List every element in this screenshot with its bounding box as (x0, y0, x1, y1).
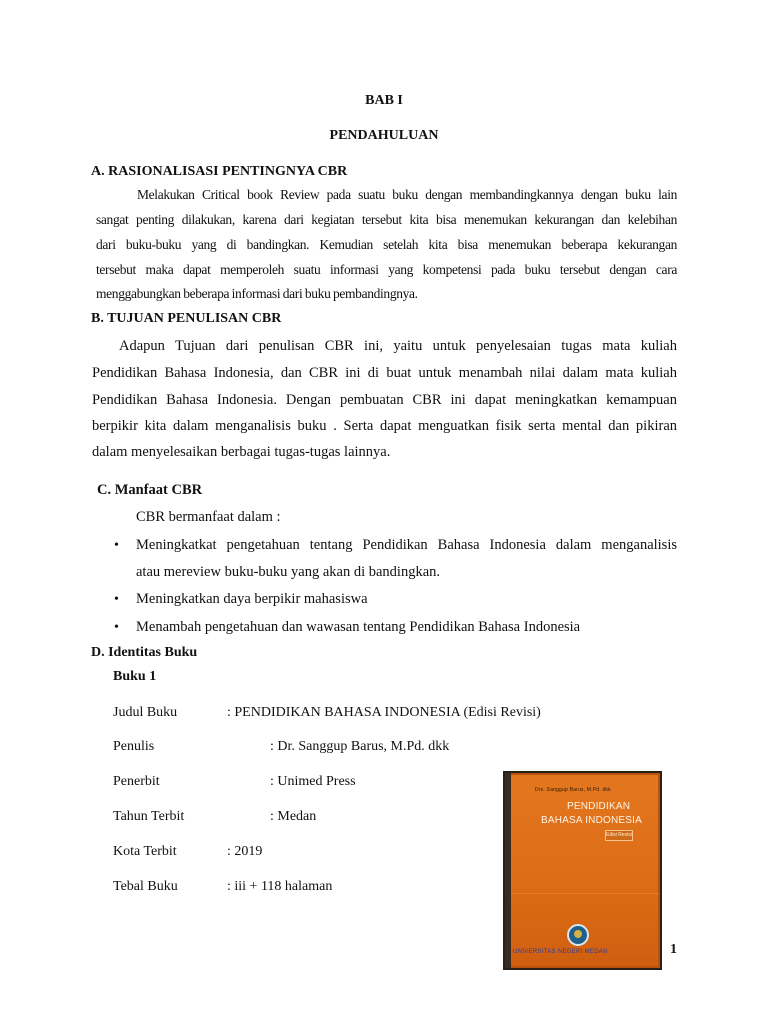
field-label-penulis: Penulis (113, 739, 155, 754)
section-c-intro: CBR bermanfaat dalam : (136, 509, 281, 525)
cover-edition-badge: Edisi Revisi (605, 830, 633, 841)
section-c-heading: C. Manfaat CBR (97, 482, 203, 498)
field-value-penulis: : Dr. Sanggup Barus, M.Pd. dkk (270, 739, 450, 754)
cover-title-line1: PENDIDIKAN (567, 801, 631, 812)
bullet-icon: • (114, 538, 119, 553)
section-a-line: Melakukan Critical book Review pada suatu buku dengan membandingkannya dengan buku lain (137, 187, 677, 202)
cover-publisher: UNIVERSITAS NEGERI MEDAN (513, 949, 608, 955)
field-value-penerbit: : Unimed Press (270, 774, 356, 789)
university-logo-icon (567, 924, 589, 946)
section-a-line: sangat penting dilakukan, karena dari kegiatan tersebut kita bisa menemukan kekurangan dan kelebihan (96, 212, 677, 227)
cover-title-line2: BAHASA INDONESIA (541, 815, 643, 826)
section-a-heading: A. RASIONALISASI PENTINGNYA CBR (91, 164, 348, 179)
bullet-item-line: atau mereview buku-buku yang akan di bandingkan. (136, 564, 441, 580)
section-b-line: dalam menyelesaikan berbagai tugas-tugas lainnya. (92, 444, 391, 460)
section-b-line: Pendidikan Bahasa Indonesia, dan CBR ini di buat untuk menambah nilai dalam mata kuliah (92, 365, 677, 381)
cover-divider (511, 893, 660, 894)
section-d-subheading: Buku 1 (113, 669, 157, 684)
book-spine-edge (505, 773, 511, 968)
field-value-tahun: : Medan (270, 809, 317, 824)
field-label-kota: Kota Terbit (113, 844, 177, 859)
field-label-tebal: Tebal Buku (113, 879, 178, 894)
section-d-heading: D. Identitas Buku (91, 645, 198, 660)
bullet-item-line: Meningkatkan daya berpikir mahasiswa (136, 591, 368, 607)
section-b-line: Adapun Tujuan dari penulisan CBR ini, yaitu untuk penyelesaian tugas mata kuliah (119, 338, 677, 354)
section-a-line: dari buku-buku yang di bandingkan. Kemudian setelah kita bisa menemukan beberapa kekurangan (96, 237, 677, 252)
field-label-judul: Judul Buku (113, 705, 178, 720)
section-a-line: menggabungkan beberapa informasi dari buku pembandingnya. (96, 286, 418, 301)
book-cover-image (505, 773, 660, 968)
bullet-item-line: Meningkatkat pengetahuan tentang Pendidikan Bahasa Indonesia dalam menganalisis (136, 537, 677, 553)
bullet-icon: • (114, 592, 119, 607)
section-b-heading: B. TUJUAN PENULISAN CBR (91, 311, 282, 326)
field-value-kota: : 2019 (227, 844, 263, 859)
bullet-icon: • (114, 620, 119, 635)
field-label-penerbit: Penerbit (113, 774, 160, 789)
bullet-item-line: Menambah pengetahuan dan wawasan tentang Pendidikan Bahasa Indonesia (136, 619, 581, 635)
chapter-title: PENDAHULUAN (329, 128, 439, 143)
cover-author: Drs. Sanggup Barus, M.Pd. dkk (535, 787, 611, 793)
page-number: 1 (670, 942, 677, 957)
field-value-tebal: : iii + 118 halaman (227, 879, 333, 894)
field-label-tahun: Tahun Terbit (113, 809, 185, 824)
section-b-line: berpikir kita dalam menganalisis buku . Serta dapat menguatkan fisik serta mental dan pikiran (92, 418, 677, 434)
section-a-line: tersebut maka dapat memperoleh suatu informasi yang kompetensi pada buku tersebut dengan cara (96, 262, 677, 277)
field-value-judul: : PENDIDIKAN BAHASA INDONESIA (Edisi Revisi) (227, 705, 541, 720)
section-b-line: Pendidikan Bahasa Indonesia. Dengan pembuatan CBR ini dapat meningkatkan kemampuan (92, 392, 677, 408)
chapter-label: BAB I (365, 93, 403, 108)
